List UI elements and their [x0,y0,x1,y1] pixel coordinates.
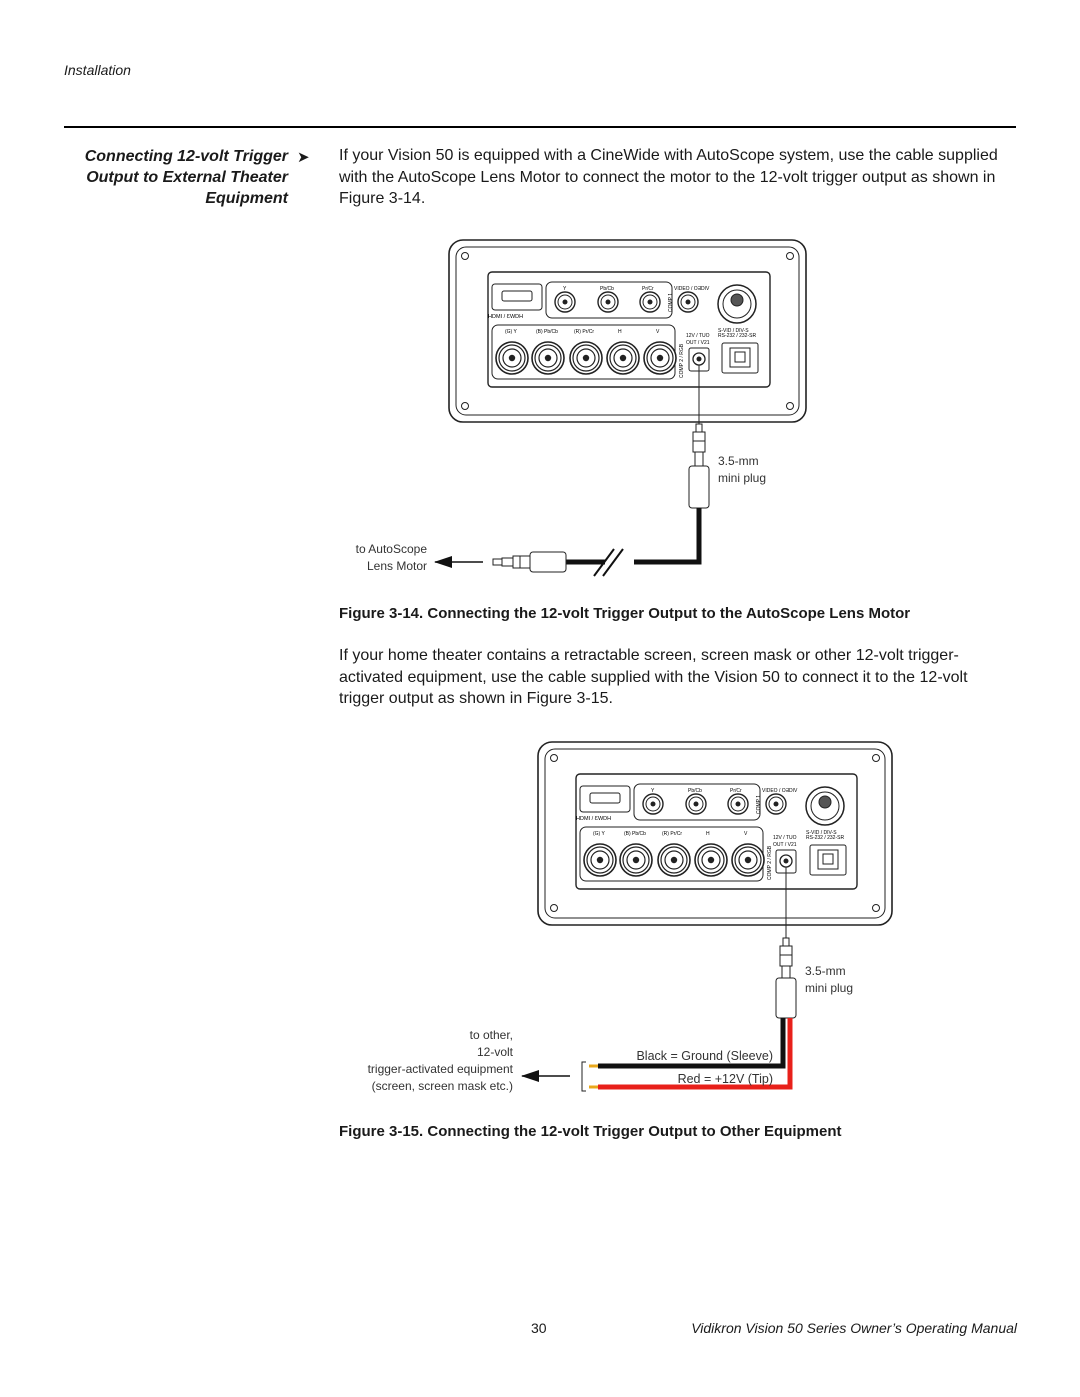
panel2-label-v: V [744,831,748,837]
fig2-plug-label-2: mini plug [805,981,854,995]
comp2-v-jack [644,342,676,374]
fig1-target-label-2: Lens Motor [366,559,427,573]
comp1-pb-jack-2 [686,794,706,814]
figure-2-caption: Figure 3-15. Connecting the 12-volt Trigger Output to Other Equipment [339,1123,842,1140]
panel2-label-comp1: COMP 1 [756,794,762,814]
comp2-h-jack-2 [695,844,727,876]
panel-label-v: V [656,329,660,335]
panel-label-video: VIDEO / OƎDIV [674,286,710,292]
comp1-y-jack-2 [643,794,663,814]
panel2-label-rs232: RS-232 / 232-SR [806,835,845,841]
fig2-plug-label-1: 3.5-mm [805,964,846,978]
panel-label-trigger: 12V / TUO [686,333,710,339]
comp2-r-jack [570,342,602,374]
comp2-g-jack-2 [584,844,616,876]
comp1-y-jack [555,292,575,312]
page-number: 30 [531,1320,547,1336]
fig2-target-label-4: (screen, screen mask etc.) [371,1079,513,1093]
paragraph-1: If your Vision 50 is equipped with a CineWide with AutoScope system, use the cable supplied with the AutoScope Lens Motor to connect the motor to the 12-volt trigger output as shown in Figure 3-14. [339,147,998,207]
comp1-pr-jack-2 [728,794,748,814]
panel2-label-rpr: (R) Pr/Cr [662,831,682,837]
comp2-b-jack-2 [620,844,652,876]
comp2-g-jack [496,342,528,374]
panel-label-trigger-mirror: OUT / V21 [686,340,710,346]
comp1-pb-jack [598,292,618,312]
panel2-label-pr: Pr/Cr [730,788,742,794]
section-label: Installation [64,62,131,78]
panel-label-svid: S-VID / DIV-S [718,328,749,334]
comp2-h-jack [607,342,639,374]
fig2-target-label-3: trigger-activated equipment [367,1062,513,1076]
video-jack-2 [766,794,786,814]
panel-label-rs232: RS-232 / 232-SR [718,333,757,339]
panel-label-hdmi: HDMI / ƐWDH [488,314,524,320]
video-jack [678,292,698,312]
panel-label-bpb: (B) Pb/Cb [536,329,558,335]
panel-label-y: Y [563,286,567,292]
panel2-label-trigger: 12V / TUO [773,835,797,841]
panel2-label-bpb: (B) Pb/Cb [624,831,646,837]
comp2-b-jack [532,342,564,374]
figure-1-panel [449,240,806,422]
comp2-v-jack-2 [732,844,764,876]
panel-label-comp1: COMP 1 [668,292,674,312]
figure-2-panel [538,742,892,925]
side-heading-line-3: Equipment [205,190,288,207]
fig1-target-label-1: to AutoScope [355,542,427,556]
comp2-r-jack-2 [658,844,690,876]
manual-title: Vidikron Vision 50 Series Owner’s Operating Manual [691,1320,1017,1336]
figure-1-caption: Figure 3-14. Connecting the 12-volt Trigger Output to the AutoScope Lens Motor [339,605,911,622]
panel-label-pr: Pr/Cr [642,286,654,292]
panel2-label-svid: S-VID / DIV-S [806,830,837,836]
panel2-label-h: H [706,831,710,837]
panel2-label-pb: Pb/Cb [688,788,702,794]
black-wire-label: Black = Ground (Sleeve) [636,1049,773,1063]
arrow-icon: ➤ [297,149,310,166]
panel2-label-video: VIDEO / OƎDIV [762,788,798,794]
fig2-target-label-2: 12-volt [476,1045,513,1059]
paragraph-2: If your home theater contains a retractable screen, screen mask or other 12-volt trigger-activated equipment, use the cable supplied with the Vision 50 to connect it to the 12-volt trigger output as shown in Figure 3-15. [339,647,968,707]
side-heading-line-2: Output to External Theater [86,169,288,186]
comp1-pr-jack [640,292,660,312]
panel-label-pb: Pb/Cb [600,286,614,292]
panel2-label-trigger-mirror: OUT / V21 [773,842,797,848]
panel2-label-hdmi: HDMI / ƐWDH [576,816,612,822]
fig1-plug-label-1: 3.5-mm [718,454,759,468]
panel2-label-gy: (G) Y [593,831,605,837]
panel-label-gy: (G) Y [505,329,517,335]
panel-label-rpr: (R) Pr/Cr [574,329,594,335]
panel-label-h: H [618,329,622,335]
fig2-target-label-1: to other, [469,1028,513,1042]
side-heading-line-1: Connecting 12-volt Trigger [84,148,288,165]
panel2-label-y: Y [651,788,655,794]
fig1-plug-label-2: mini plug [718,471,767,485]
panel2-label-comp2: COMP 2 / RGB [767,845,773,880]
red-wire-label: Red = +12V (Tip) [677,1072,773,1086]
panel-label-comp2: COMP 2 / RGB [679,343,685,378]
